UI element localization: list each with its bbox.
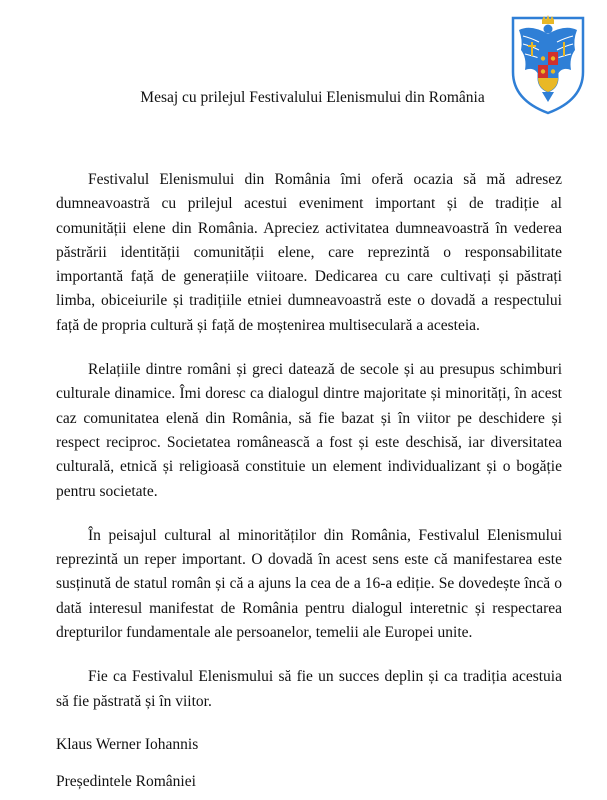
paragraph: Relațiile dintre români și greci datează de secole și au presupus schimburi culturale dinamice. Îmi doresc ca dialogul dintre majoritate și minorități, în acest caz comunitatea elenă din România, să fie bazat și în viitor pe deschidere și respect reciproc. Societatea românească a fost și este deschisă, iar diversitatea culturală, etnică și religioasă constituie un element individualizant și o bogăție pentru societate.	[56, 361, 562, 500]
paragraph: Fie ca Festivalul Elenismului să fie un succes deplin și ca tradiția acestuia să fie păstrată și în viitor.	[56, 668, 562, 710]
paragraph: Festivalul Elenismului din România îmi oferă ocazia să mă adresez dumneavoastră cu prilejul acestui eveniment important și de tradiție al comunității elene din România. Apreciez activitatea dumneavoastră în vederea păstrării identității comunității elene, care reprezintă o responsabilitate importantă față de generațiile viitoare. Dedicarea cu care cultivați și păstrați limba, obiceiurile și tradițiile etniei dumneavoastră este o dovadă a respectului față de propria cultură și față de moștenirea multiseculară a acesteia.	[56, 171, 562, 334]
document-title: Mesaj cu prilejul Festivalului Elenismului din România	[140, 89, 485, 106]
letter-body	[56, 168, 562, 734]
signatory-title: Președintele României	[56, 773, 196, 790]
signatory-name: Klaus Werner Iohannis	[56, 736, 199, 753]
paragraph: În peisajul cultural al minorităților din România, Festivalul Elenismului reprezintă un reper important. O dovadă în acest sens este că manifestarea este susținută de statul român și că a ajuns la cea de a 16-a ediție. Se dovedește încă o dată interesul manifestat de România pentru dialogul interetnic și respectarea drepturilor fundamentale ale persoanelor, temelii ale Europei unite.	[56, 526, 562, 642]
